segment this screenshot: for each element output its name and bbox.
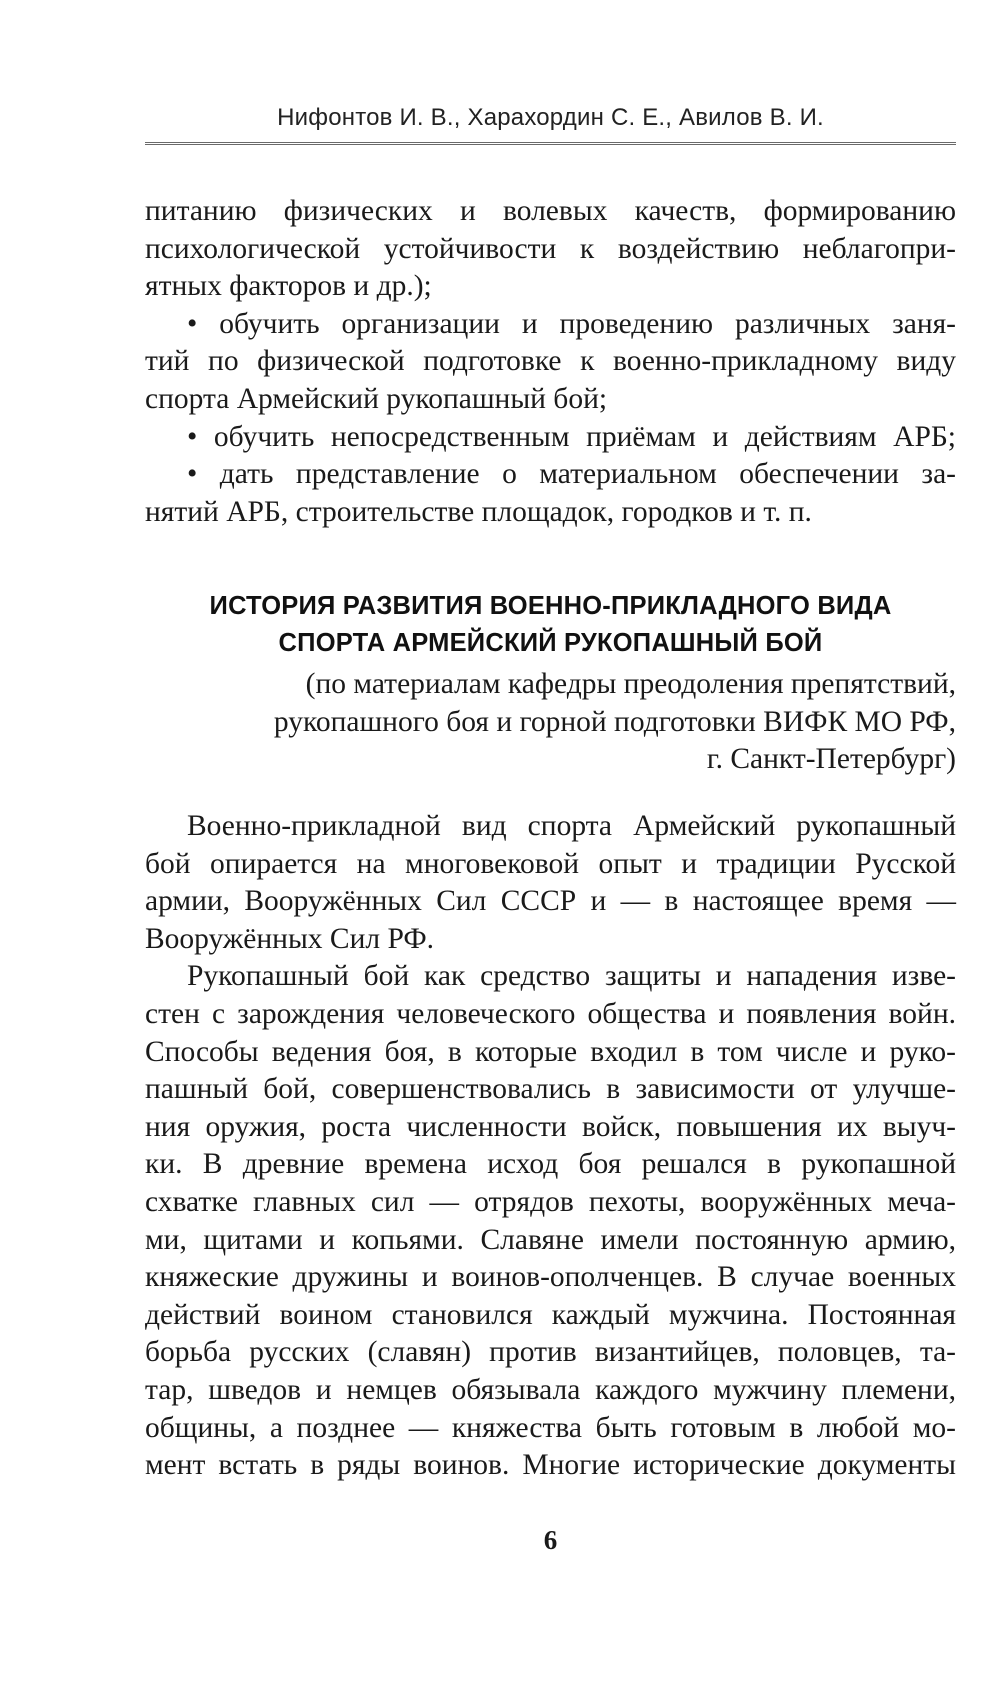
- text-line: бой опирается на многовековой опыт и традиции Русской: [145, 847, 956, 880]
- subtitle-line: г. Санкт-Петербург): [706, 743, 956, 776]
- bullet-line: • обучить непосредственным приёмам и действиям АРБ;: [187, 420, 956, 453]
- text-line: ки. В древние времена исход боя решался в рукопашной: [145, 1148, 956, 1181]
- subtitle-line: рукопашного боя и горной подготовки ВИФК МО РФ,: [273, 705, 956, 738]
- section-title-line: ИСТОРИЯ РАЗВИТИЯ ВОЕННО-ПРИКЛАДНОГО ВИДА: [209, 592, 892, 620]
- text-line: тий по физической подготовке к военно-прикладному виду: [145, 345, 956, 378]
- text-line: армии, Вооружённых Сил СССР и — в настоящее время —: [145, 885, 956, 918]
- text-line: пашный бой, совершенствовались в зависимости от улучше-: [145, 1073, 956, 1106]
- text-line: тар, шведов и немцев обязывала каждого мужчину племени,: [145, 1373, 956, 1406]
- text-line: схватке главных сил — отрядов пехоты, вооружённых меча-: [145, 1185, 956, 1218]
- text-line: питанию физических и волевых качеств, формированию: [145, 195, 956, 227]
- running-header: Нифонтов И. В., Харахордин С. Е., Авилов В. И.: [277, 104, 824, 131]
- section-title-line: СПОРТА АРМЕЙСКИЙ РУКОПАШНЫЙ БОЙ: [278, 629, 823, 657]
- bullet-line: • дать представление о материальном обеспечении за-: [187, 458, 956, 491]
- text-line: Вооружённых Сил РФ.: [145, 922, 435, 955]
- text-line: стен с зарождения человеческого общества и появления войн.: [145, 997, 956, 1030]
- text-line: ния оружия, роста численности войск, повышения их выуч-: [145, 1110, 956, 1143]
- text-line: действий воином становился каждый мужчина. Постоянная: [145, 1298, 956, 1331]
- intro-text-block: [145, 193, 956, 531]
- bullet-line: • обучить организации и проведению различных заня-: [187, 307, 956, 340]
- text-line: общины, а позднее — княжества быть готовым в любой мо-: [145, 1411, 956, 1444]
- page-number: 6: [543, 1525, 558, 1555]
- text-line: княжеские дружины и воинов-ополченцев. В случае военных: [145, 1261, 956, 1294]
- text-line: спорта Армейский рукопашный бой;: [145, 382, 608, 415]
- text-line: мент встать в ряды воинов. Многие исторические документы: [145, 1449, 956, 1482]
- section-subtitle: [145, 666, 956, 779]
- subtitle-line: (по материалам кафедры преодоления препятствий,: [305, 668, 956, 700]
- text-line: ятных факторов и др.);: [145, 270, 432, 303]
- section-title: [145, 588, 956, 662]
- header-divider: [145, 142, 956, 145]
- text-line: психологической устойчивости к воздействию неблагопри-: [145, 232, 956, 265]
- text-line: борьба русских (славян) против византийцев, половцев, та-: [145, 1336, 956, 1369]
- text-line: нятий АРБ, строительстве площадок, городков и т. п.: [145, 495, 812, 528]
- history-text-block: [145, 808, 956, 1485]
- text-line: Военно-прикладной вид спорта Армейский рукопашный: [187, 810, 956, 842]
- text-line: Рукопашный бой как средство защиты и нападения изве-: [187, 960, 956, 993]
- text-line: Способы ведения боя, в которые входил в том числе и руко-: [145, 1035, 956, 1068]
- text-line: ми, щитами и копьями. Славяне имели постоянную армию,: [145, 1223, 956, 1256]
